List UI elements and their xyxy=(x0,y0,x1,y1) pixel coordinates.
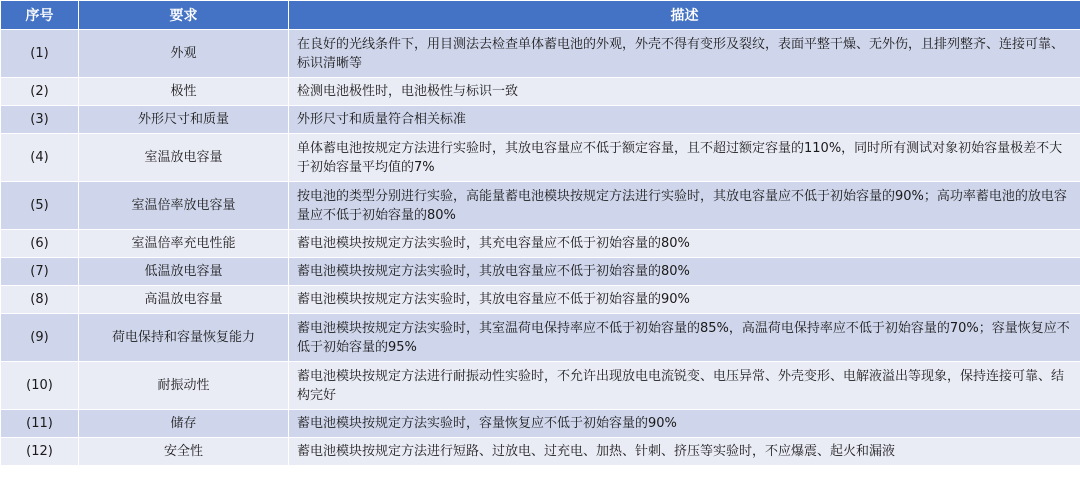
row-number: (1) xyxy=(1,30,79,78)
row-requirement: 荷电保持和容量恢复能力 xyxy=(79,314,289,362)
table-row xyxy=(1,230,1080,258)
row-number: (7) xyxy=(1,258,79,286)
row-requirement: 室温倍率充电性能 xyxy=(79,230,289,258)
table-row xyxy=(1,314,1080,362)
table-row xyxy=(1,286,1080,314)
row-number: (11) xyxy=(1,410,79,438)
row-description: 蓄电池模块按规定方法实验时，其充电容量应不低于初始容量的80% xyxy=(289,230,1080,258)
table-row xyxy=(1,362,1080,410)
header-requirement: 要求 xyxy=(79,1,289,30)
row-description: 外形尺寸和质量符合相关标准 xyxy=(289,106,1080,134)
row-number: (10) xyxy=(1,362,79,410)
table-row xyxy=(1,106,1080,134)
row-number: (9) xyxy=(1,314,79,362)
row-requirement: 室温放电容量 xyxy=(79,134,289,182)
table-row xyxy=(1,78,1080,106)
table-row xyxy=(1,258,1080,286)
row-number: (4) xyxy=(1,134,79,182)
row-requirement: 极性 xyxy=(79,78,289,106)
row-description: 检测电池极性时，电池极性与标识一致 xyxy=(289,78,1080,106)
row-requirement: 安全性 xyxy=(79,438,289,466)
row-description: 蓄电池模块按规定方法实验时，其放电容量应不低于初始容量的80% xyxy=(289,258,1080,286)
row-requirement: 耐振动性 xyxy=(79,362,289,410)
row-description: 蓄电池模块按规定方法进行短路、过放电、过充电、加热、针刺、挤压等实验时，不应爆震、起火和漏液 xyxy=(289,438,1080,466)
row-number: (3) xyxy=(1,106,79,134)
row-description: 在良好的光线条件下，用目测法去检查单体蓄电池的外观，外壳不得有变形及裂纹，表面平整干燥、无外伤，且排列整齐、连接可靠、标识清晰等 xyxy=(289,30,1080,78)
row-requirement: 储存 xyxy=(79,410,289,438)
table-header xyxy=(1,1,1080,30)
row-description: 按电池的类型分别进行实验，高能量蓄电池模块按规定方法进行实验时，其放电容量应不低于初始容量的90%；高功率蓄电池的放电容量应不低于初始容量的80% xyxy=(289,182,1080,230)
row-number: (2) xyxy=(1,78,79,106)
row-requirement: 外形尺寸和质量 xyxy=(79,106,289,134)
row-description: 单体蓄电池按规定方法进行实验时，其放电容量应不低于额定容量，且不超过额定容量的110%，同时所有测试对象初始容量极差不大于初始容量平均值的7% xyxy=(289,134,1080,182)
row-requirement: 室温倍率放电容量 xyxy=(79,182,289,230)
row-description: 蓄电池模块按规定方法进行耐振动性实验时，不允许出现放电电流锐变、电压异常、外壳变形、电解液溢出等现象，保持连接可靠、结构完好 xyxy=(289,362,1080,410)
row-requirement: 外观 xyxy=(79,30,289,78)
table-row xyxy=(1,438,1080,466)
row-description: 蓄电池模块按规定方法实验时，容量恢复应不低于初始容量的90% xyxy=(289,410,1080,438)
row-number: (5) xyxy=(1,182,79,230)
header-number: 序号 xyxy=(1,1,79,30)
row-number: (12) xyxy=(1,438,79,466)
row-number: (6) xyxy=(1,230,79,258)
table-row xyxy=(1,182,1080,230)
table-row xyxy=(1,410,1080,438)
row-requirement: 低温放电容量 xyxy=(79,258,289,286)
row-description: 蓄电池模块按规定方法实验时，其放电容量应不低于初始容量的90% xyxy=(289,286,1080,314)
table-row xyxy=(1,30,1080,78)
row-requirement: 高温放电容量 xyxy=(79,286,289,314)
header-description: 描述 xyxy=(289,1,1080,30)
row-number: (8) xyxy=(1,286,79,314)
row-description: 蓄电池模块按规定方法实验时，其室温荷电保持率应不低于初始容量的85%，高温荷电保持率应不低于初始容量的70%；容量恢复应不低于初始容量的95% xyxy=(289,314,1080,362)
table-row xyxy=(1,134,1080,182)
